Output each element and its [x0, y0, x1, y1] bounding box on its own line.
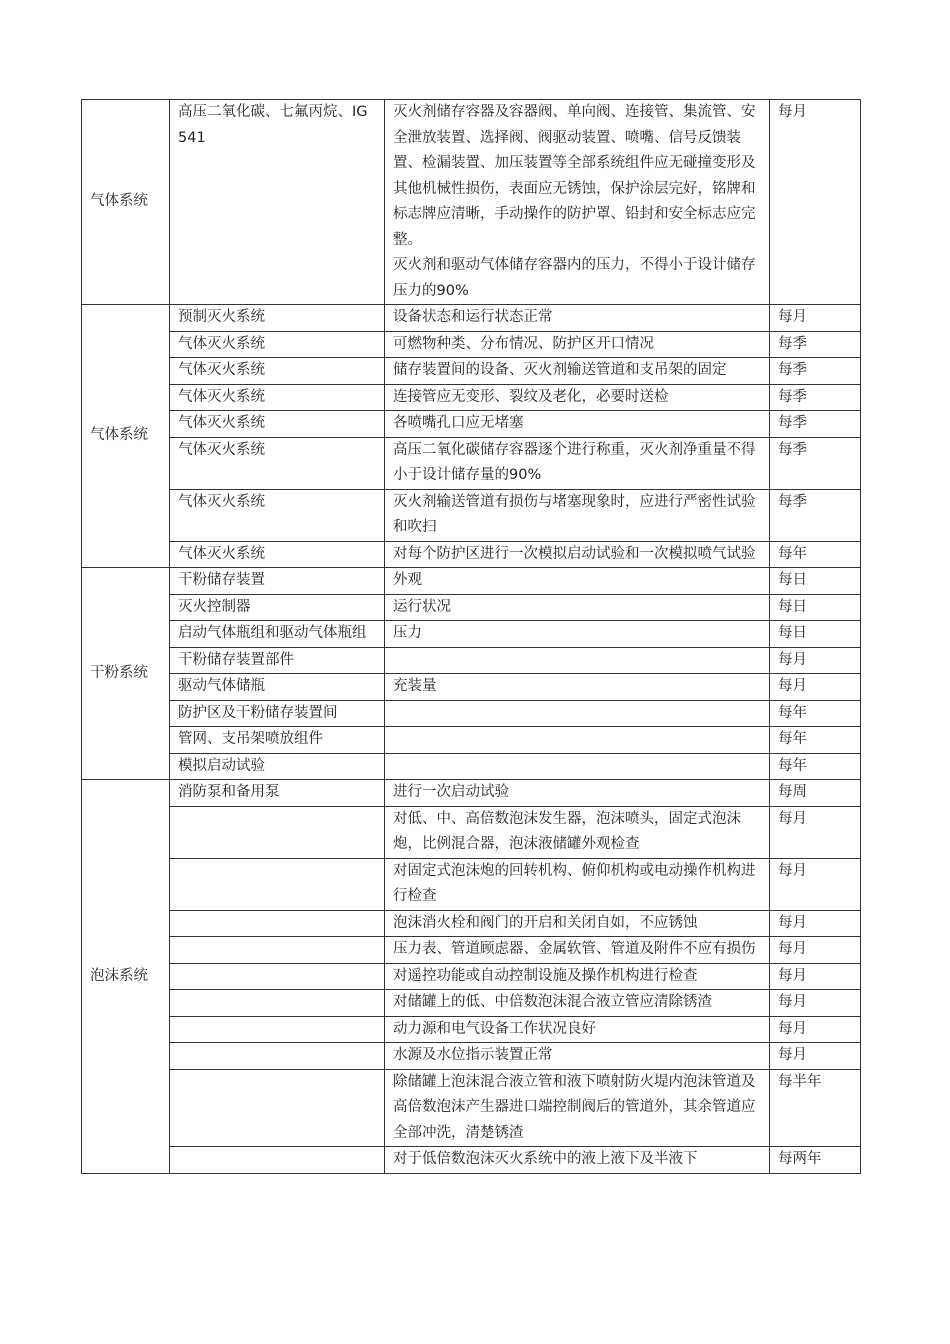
content-cell	[385, 910, 770, 937]
table-row	[82, 700, 861, 727]
frequency-cell: 每季	[770, 331, 861, 358]
system-name-cell: 气体系统	[82, 305, 170, 568]
frequency-cell: 每年	[770, 727, 861, 754]
table-row	[82, 594, 861, 621]
item-cell: 干粉储存装置	[170, 568, 385, 595]
item-cell: 高压二氧化碳、七氟丙烷、IG541	[170, 100, 385, 305]
content-cell	[385, 753, 770, 780]
content-cell	[385, 331, 770, 358]
table-row	[82, 753, 861, 780]
content-cell	[385, 411, 770, 438]
content-cell	[385, 1043, 770, 1070]
content-cell	[385, 727, 770, 754]
content-text: 对低、中、高倍数泡沫发生器，泡沫喷头，固定式泡沫炮，比例混合器，泡沫液储罐外观检查	[393, 810, 741, 852]
item-cell: 气体灭火系统	[170, 411, 385, 438]
item-cell	[170, 858, 385, 910]
table-row	[82, 937, 861, 964]
content-cell	[385, 1147, 770, 1174]
content-text: 灭火剂储存容器及容器阀、单向阀、连接管、集流管、安全泄放装置、选择阀、阀驱动装置、喷嘴、信号反馈装置、检漏装置、加压装置等全部系统组件应无碰撞变形及其他机械性损伤，表面应无锈蚀，保护涂层完好，铭牌和标志牌应清晰，手动操作的防护罩、铅封和安全标志应完整。	[393, 104, 756, 248]
content-text	[393, 701, 761, 727]
content-cell	[385, 780, 770, 807]
table-row	[82, 568, 861, 595]
content-text: 压力	[393, 625, 422, 641]
item-cell: 气体灭火系统	[170, 489, 385, 541]
system-name-cell: 气体系统	[82, 100, 170, 305]
item-cell	[170, 1016, 385, 1043]
content-cell	[385, 647, 770, 674]
table-row	[82, 621, 861, 648]
content-text: 对于低倍数泡沫灭火系统中的液上液下及半液下	[393, 1151, 698, 1167]
item-cell: 气体灭火系统	[170, 384, 385, 411]
frequency-cell: 每季	[770, 437, 861, 489]
table-row	[82, 647, 861, 674]
table-row	[82, 100, 861, 305]
table-row	[82, 858, 861, 910]
system-name-cell: 泡沫系统	[82, 780, 170, 1174]
item-cell: 模拟启动试验	[170, 753, 385, 780]
item-cell: 气体灭火系统	[170, 541, 385, 568]
content-text: 除储罐上泡沫混合液立管和液下喷射防火堤内泡沫管道及高倍数泡沫产生器进口端控制阀后的管道外，其余管道应全部冲洗，清楚锈渣	[393, 1073, 756, 1141]
table-row	[82, 305, 861, 332]
frequency-cell: 每日	[770, 621, 861, 648]
item-cell	[170, 937, 385, 964]
table-row	[82, 384, 861, 411]
frequency-cell: 每日	[770, 594, 861, 621]
frequency-cell: 每月	[770, 937, 861, 964]
content-text: 水源及水位指示装置正常	[393, 1047, 553, 1063]
content-text: 各喷嘴孔口应无堵塞	[393, 415, 524, 431]
content-cell	[385, 100, 770, 305]
frequency-cell: 每年	[770, 700, 861, 727]
frequency-cell: 每季	[770, 358, 861, 385]
content-text: 对每个防护区进行一次模拟启动试验和一次模拟喷气试验	[393, 545, 756, 562]
table-row	[82, 1043, 861, 1070]
item-cell	[170, 806, 385, 858]
item-cell: 灭火控制器	[170, 594, 385, 621]
frequency-cell: 每年	[770, 753, 861, 780]
frequency-cell: 每周	[770, 780, 861, 807]
content-cell	[385, 858, 770, 910]
item-cell: 启动气体瓶组和驱动气体瓶组	[170, 621, 385, 648]
item-cell	[170, 1043, 385, 1070]
frequency-cell: 每季	[770, 489, 861, 541]
item-cell: 气体灭火系统	[170, 358, 385, 385]
item-cell	[170, 990, 385, 1017]
item-cell: 预制灭火系统	[170, 305, 385, 332]
item-cell: 驱动气体储瓶	[170, 674, 385, 701]
table-row	[82, 727, 861, 754]
table-row	[82, 541, 861, 568]
item-cell: 气体灭火系统	[170, 331, 385, 358]
table-row	[82, 806, 861, 858]
content-cell	[385, 937, 770, 964]
frequency-cell: 每年	[770, 541, 861, 568]
content-cell	[385, 594, 770, 621]
content-text: 对固定式泡沫炮的回转机构、俯仰机构或电动操作机构进行检查	[393, 862, 756, 904]
content-cell	[385, 384, 770, 411]
item-cell: 管网、支吊架喷放组件	[170, 727, 385, 754]
content-text: 动力源和电气设备工作状况良好	[393, 1020, 596, 1037]
frequency-cell: 每月	[770, 1016, 861, 1043]
content-cell	[385, 963, 770, 990]
item-cell: 气体灭火系统	[170, 437, 385, 489]
frequency-cell: 每月	[770, 963, 861, 990]
content-text: 高压二氧化碳储存容器逐个进行称重，灭火剂净重量不得小于设计储存量的90%	[393, 441, 756, 483]
item-cell	[170, 963, 385, 990]
content-cell	[385, 1069, 770, 1147]
content-cell	[385, 674, 770, 701]
inspection-table	[81, 99, 861, 1174]
item-cell	[170, 1147, 385, 1174]
frequency-cell: 每月	[770, 910, 861, 937]
frequency-cell: 每月	[770, 674, 861, 701]
content-text: 对遥控功能或自动控制设施及操作机构进行检查	[393, 967, 698, 984]
content-text: 外观	[393, 572, 422, 588]
content-text: 泡沫消火栓和阀门的开启和关闭自如，不应锈蚀	[393, 914, 698, 931]
item-cell: 干粉储存装置部件	[170, 647, 385, 674]
table-row	[82, 910, 861, 937]
content-cell	[385, 489, 770, 541]
system-name-cell: 干粉系统	[82, 568, 170, 780]
table-row	[82, 1016, 861, 1043]
item-cell	[170, 910, 385, 937]
table-row	[82, 1147, 861, 1174]
table-row	[82, 489, 861, 541]
content-text: 灭火剂和驱动气体储存容器内的压力，不得小于设计储存压力的90%	[393, 257, 756, 299]
frequency-cell: 每月	[770, 100, 861, 305]
item-cell	[170, 1069, 385, 1147]
content-cell	[385, 305, 770, 332]
content-cell	[385, 568, 770, 595]
content-text: 运行状况	[393, 598, 451, 615]
table-row	[82, 358, 861, 385]
table-row	[82, 411, 861, 438]
frequency-cell: 每两年	[770, 1147, 861, 1174]
content-cell	[385, 700, 770, 727]
content-text: 储存装置间的设备、灭火剂输送管道和支吊架的固定	[393, 362, 727, 378]
frequency-cell: 每月	[770, 858, 861, 910]
item-cell: 防护区及干粉储存装置间	[170, 700, 385, 727]
table-row	[82, 990, 861, 1017]
content-text	[393, 754, 761, 780]
frequency-cell: 每季	[770, 411, 861, 438]
table-row	[82, 674, 861, 701]
content-cell	[385, 437, 770, 489]
frequency-cell: 每月	[770, 305, 861, 332]
content-cell	[385, 806, 770, 858]
frequency-cell: 每月	[770, 647, 861, 674]
frequency-cell: 每月	[770, 1043, 861, 1070]
content-text: 充装量	[393, 678, 437, 694]
item-cell: 消防泵和备用泵	[170, 780, 385, 807]
content-text	[393, 727, 761, 753]
content-text: 设备状态和运行状态正常	[393, 309, 553, 325]
table-row	[82, 963, 861, 990]
frequency-cell: 每季	[770, 384, 861, 411]
content-text: 可燃物种类、分布情况、防护区开口情况	[393, 335, 654, 352]
frequency-cell: 每月	[770, 806, 861, 858]
content-text: 对储罐上的低、中倍数泡沫混合液立管应清除锈渣	[393, 994, 712, 1010]
frequency-cell: 每日	[770, 568, 861, 595]
content-text: 进行一次启动试验	[393, 784, 509, 800]
content-text: 灭火剂输送管道有损伤与堵塞现象时，应进行严密性试验和吹扫	[393, 493, 756, 535]
content-text: 压力表、管道顾虑器、金属软管、管道及附件不应有损伤	[393, 941, 756, 957]
table-row	[82, 1069, 861, 1147]
table-row	[82, 331, 861, 358]
table-row	[82, 780, 861, 807]
table-row	[82, 437, 861, 489]
content-text: 连接管应无变形、裂纹及老化，必要时送检	[393, 388, 669, 405]
frequency-cell: 每月	[770, 990, 861, 1017]
content-cell	[385, 621, 770, 648]
content-text	[393, 648, 761, 674]
frequency-cell: 每半年	[770, 1069, 861, 1147]
content-cell	[385, 1016, 770, 1043]
content-cell	[385, 358, 770, 385]
inspection-table-body	[82, 100, 861, 1174]
content-cell	[385, 541, 770, 568]
content-cell	[385, 990, 770, 1017]
